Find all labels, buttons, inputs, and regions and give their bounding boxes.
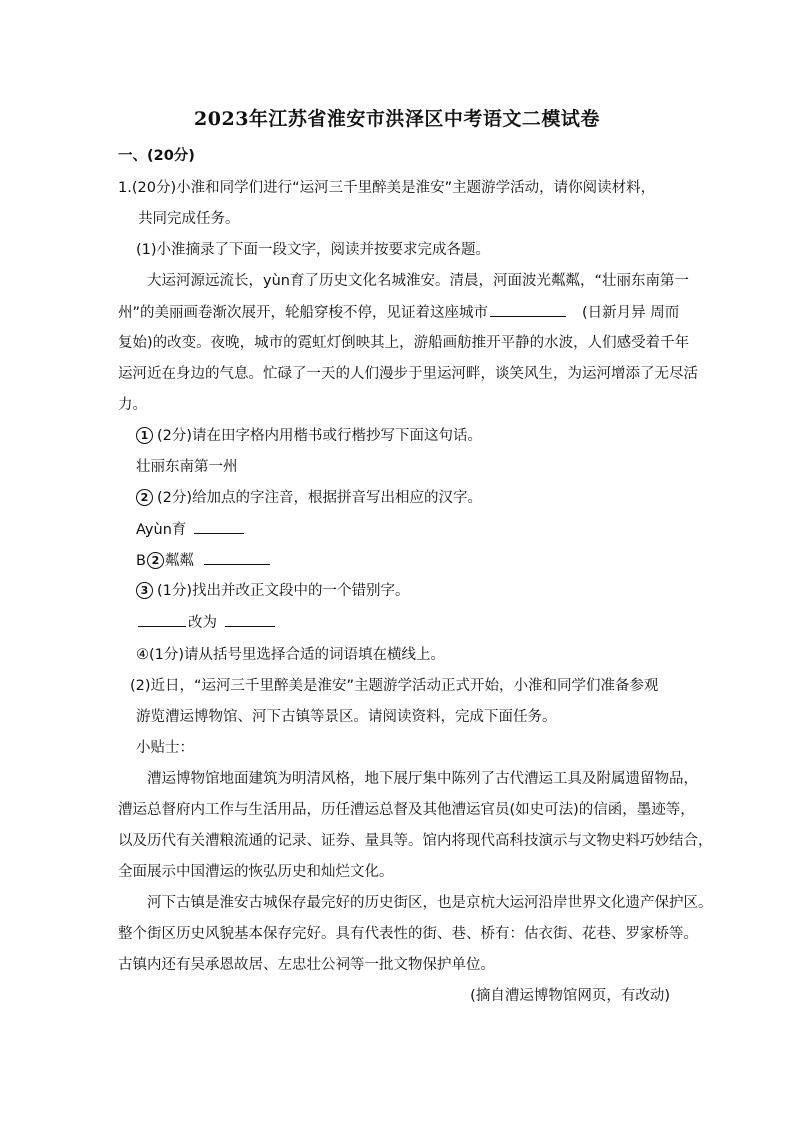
question-number: 1. — [118, 180, 132, 196]
tips-paragraph-1-line-2: 漕运总督府内工作与生活用品，历任漕运总督及其他漕运官员(如史可法)的信函，墨迹等， — [118, 802, 695, 818]
source-note: (摘自漕运博物馆网页，有改动) — [470, 988, 670, 1004]
passage-line-2 — [118, 302, 679, 323]
passage-line-1: 大运河源远流长，yùn育了历史文化名城淮安。清晨，河面波光粼粼，“壮丽东南第一 — [147, 273, 689, 289]
tips-paragraph-2-line-3: 古镇内还有吴承恩故居、左忠壮公祠等一批文物保护单位。 — [118, 957, 495, 973]
tips-label: 小贴士： — [136, 740, 194, 756]
task-2-text: (2分)给加点的字注音，根据拼音写出相应的汉字。 — [157, 490, 483, 506]
passage-line-3: 复始)的改变。夜晚，城市的霓虹灯倒映其上，游船画舫推开平静的水波，人们感受着千年 — [118, 335, 690, 351]
task-3-answer-line — [136, 612, 277, 633]
task-4: ④(1分)请从括号里选择合适的词语填在横线上。 — [136, 647, 446, 663]
passage-options: (日新月异 周而 — [582, 305, 680, 321]
task-3 — [136, 581, 410, 601]
tips-paragraph-2-line-1: 河下古镇是淮安古城保存最完好的历史街区，也是京杭大运河沿岸世界文化遗产保护区。 — [147, 895, 713, 911]
question-1-intro — [118, 178, 655, 198]
task-2-item-a — [136, 519, 246, 540]
circled-number-2: 2 — [136, 489, 153, 506]
passage-line-5: 力。 — [118, 397, 147, 413]
intro-line-2: 共同完成任务。 — [138, 211, 240, 227]
task-2-b-text: 粼粼 — [164, 553, 194, 569]
task-2-b-label: B — [136, 553, 146, 569]
task-3-change-to: 改为 — [188, 615, 217, 631]
answer-blank[interactable] — [490, 302, 566, 317]
task-2-a-label: Ayùn育 — [136, 522, 187, 538]
passage-line-4: 运河近在身边的气息。忙碌了一天的人们漫步于里运河畔，谈笑风生，为运河增添了无尽活 — [118, 366, 698, 382]
task-1 — [136, 426, 482, 446]
circled-number-1: 1 — [136, 427, 153, 444]
answer-blank[interactable] — [225, 612, 275, 627]
task-2-item-b — [136, 550, 272, 571]
tips-paragraph-1-line-4: 全面展示中国漕运的恢弘历史和灿烂文化。 — [118, 864, 394, 880]
circled-number-3: 3 — [136, 582, 153, 599]
task-2 — [136, 488, 482, 508]
task-1-copy-text: 壮丽东南第一州 — [136, 459, 238, 475]
answer-blank[interactable] — [194, 519, 244, 534]
subquestion-2-line-2: 游览漕运博物馆、河下古镇等景区。请阅读资料，完成下面任务。 — [136, 709, 557, 725]
document-title: 2023年江苏省淮安市洪泽区中考语文二模试卷 — [194, 108, 600, 130]
passage-line-2-text: 州”的美丽画卷渐次展开，轮船穿梭不停，见证着这座城市 — [118, 305, 489, 321]
subquestion-1-prompt: (1)小淮摘录了下面一段文字，阅读并按要求完成各题。 — [136, 242, 491, 258]
circled-number-2: 2 — [147, 552, 164, 569]
section-heading: 一、(20分) — [118, 148, 195, 164]
task-1-text: (2分)请在田字格内用楷书或行楷抄写下面这句话。 — [157, 428, 483, 444]
tips-paragraph-1-line-1: 漕运博物馆地面建筑为明清风格，地下展厅集中陈列了古代漕运工具及附属遗留物品， — [147, 771, 698, 787]
intro-line-1: (20分)小淮和同学们进行“运河三千里醉美是淮安”主题游学活动，请你阅读材料， — [131, 180, 656, 196]
answer-blank[interactable] — [204, 550, 270, 565]
task-3-text: (1分)找出并改正文段中的一个错别字。 — [157, 583, 410, 599]
tips-paragraph-2-line-2: 整个街区历史风貌基本保存完好。具有代表性的街、巷、桥有：估衣街、花巷、罗家桥等。 — [118, 926, 698, 942]
tips-paragraph-1-line-3: 以及历代有关漕粮流通的记录、证券、量具等。馆内将现代高科技演示与文物史料巧妙结合， — [118, 833, 713, 849]
answer-blank[interactable] — [138, 612, 186, 627]
subquestion-2-line-1: (2)近日，“运河三千里醉美是淮安”主题游学活动正式开始，小淮和同学们准备参观 — [130, 678, 659, 694]
